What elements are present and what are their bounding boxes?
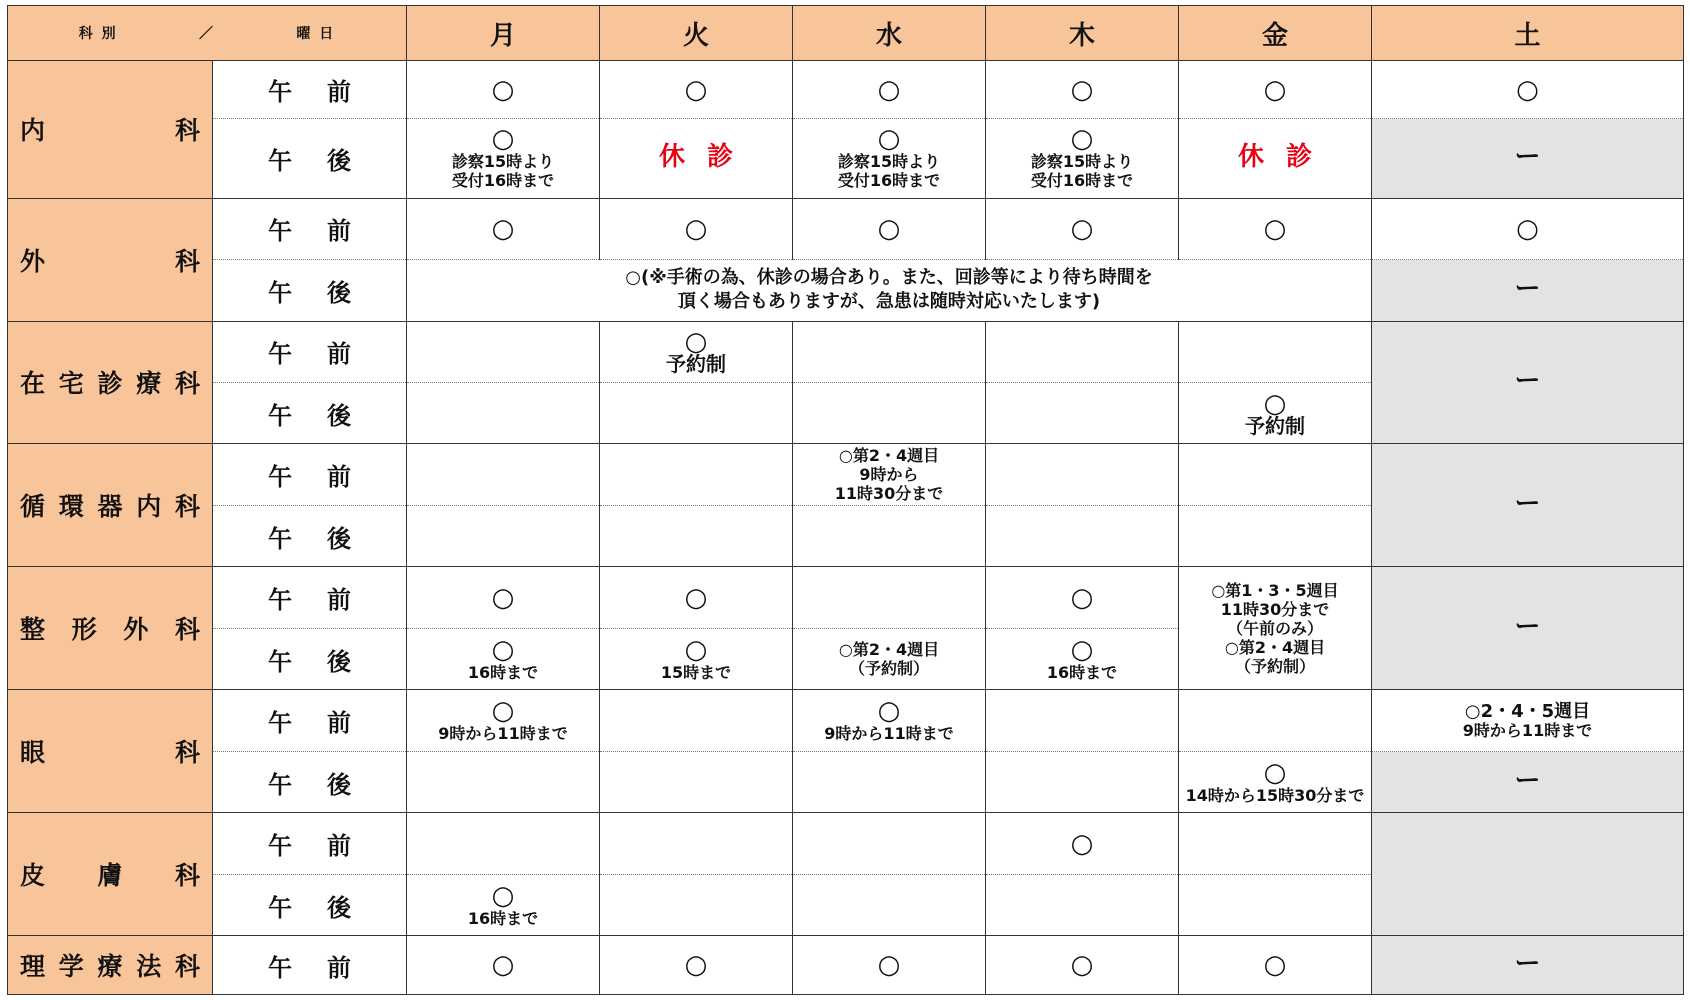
open-mark: ○ — [1070, 124, 1094, 155]
period-pm: 午 後 — [213, 505, 407, 566]
cell-ganka-am-thu — [986, 690, 1179, 751]
open-mark: ○ — [491, 213, 515, 244]
cell-junkanki-pm-mon — [407, 505, 600, 566]
period-am: 午 前 — [213, 444, 407, 505]
note: 16時まで — [1046, 662, 1118, 682]
open-mark: ○ — [877, 124, 901, 155]
dash-mark: ー — [1514, 611, 1541, 642]
dept-char: 外 — [20, 246, 46, 276]
cell-junkanki-am-tue — [600, 444, 793, 505]
cell-naika-am-mon — [407, 61, 600, 118]
cell-rigaku-am-mon — [407, 936, 600, 995]
day-header-tue: 火 — [600, 6, 793, 61]
cell-junkanki-am-thu — [986, 444, 1179, 505]
open-mark: ○ — [1070, 634, 1094, 665]
cell-naika-am-wed — [793, 61, 986, 118]
cell-naika-pm-wed — [793, 118, 986, 198]
open-mark: ○ — [491, 950, 515, 981]
open-mark: ○ — [1516, 74, 1539, 105]
note: （予約制） — [848, 659, 929, 679]
cell-geka-am-tue — [600, 198, 793, 259]
cell-seikei-am-thu — [986, 567, 1179, 628]
cell-hifu-am-mon — [407, 813, 600, 874]
period-pm: 午 後 — [213, 874, 407, 935]
open-mark: ○ — [877, 74, 901, 105]
cell-seikei-pm-mon — [407, 628, 600, 689]
cell-hifu-pm-fri — [1179, 874, 1372, 935]
dept-char: 内 — [20, 116, 46, 146]
note: ○第2・4週目 — [1224, 637, 1326, 657]
period-pm: 午 後 — [213, 751, 407, 812]
open-mark: ○ — [491, 696, 515, 727]
open-mark: ○ — [1263, 757, 1287, 788]
period-am: 午 前 — [213, 690, 407, 751]
schedule-table — [7, 5, 1684, 995]
corner-slash: ／ — [198, 26, 215, 43]
cell-naika-am-thu — [986, 61, 1179, 118]
cell-ganka-am-fri — [1179, 690, 1372, 751]
open-mark: ○ — [491, 880, 515, 911]
closed-label: 休診 — [1237, 141, 1334, 172]
open-mark: ○ — [1070, 950, 1094, 981]
geka-pm-row — [8, 260, 1684, 321]
ganka-pm-row — [8, 751, 1684, 812]
cell-rigaku-am-thu — [986, 936, 1179, 995]
cell-zaitaku-am-fri — [1179, 321, 1372, 382]
day-header-thu: 木 — [986, 6, 1179, 61]
rigaku-am-row — [8, 936, 1684, 995]
zaitaku-am-row — [8, 321, 1684, 382]
cell-junkanki-pm-wed — [793, 505, 986, 566]
note: 診察15時より — [837, 152, 941, 172]
note: 16時まで — [467, 662, 539, 682]
dept-junkanki: 循 環 器 内 科 — [8, 444, 213, 567]
cell-seikei-am-mon — [407, 567, 600, 628]
ganka-am-row — [8, 690, 1684, 751]
cell-hifu-pm-mon — [407, 874, 600, 935]
cell-junkanki-pm-tue — [600, 505, 793, 566]
open-mark: ○ — [491, 124, 515, 155]
note: （午前のみ） — [1226, 618, 1323, 638]
cell-hifu-am-tue — [600, 813, 793, 874]
open-mark: ○ — [1263, 388, 1287, 419]
cell-naika-pm-fri — [1179, 118, 1372, 198]
dept-geka — [8, 198, 213, 321]
open-mark: ○ — [684, 213, 708, 244]
closed-label: 休診 — [658, 141, 755, 172]
day-header-sat: 土 — [1372, 6, 1684, 61]
dept-char: 科 — [174, 116, 200, 146]
cell-ganka-pm-fri — [1179, 751, 1372, 812]
dash-mark: ー — [1514, 948, 1541, 979]
dash-mark: ー — [1514, 141, 1541, 172]
cell-ganka-am-mon — [407, 690, 600, 751]
geka-am-row — [8, 198, 1684, 259]
cell-ganka-pm-sat — [1372, 751, 1684, 812]
cell-rigaku-am-tue — [600, 936, 793, 995]
cell-naika-am-sat — [1372, 61, 1684, 118]
note: 9時から11時まで — [1462, 720, 1593, 740]
cell-ganka-am-wed — [793, 690, 986, 751]
hifu-am-row — [8, 813, 1684, 874]
period-pm: 午 後 — [213, 118, 407, 198]
open-mark: ○ — [1263, 950, 1287, 981]
cell-junkanki-am-mon — [407, 444, 600, 505]
dash-mark: ー — [1514, 365, 1541, 396]
seikei-am-row — [8, 567, 1684, 628]
cell-geka-am-mon — [407, 198, 600, 259]
cell-geka-am-fri — [1179, 198, 1372, 259]
cell-rigaku-am-fri — [1179, 936, 1372, 995]
note: 受付16時まで — [837, 171, 941, 191]
note: 診察15時より — [451, 152, 555, 172]
period-pm: 午 後 — [213, 382, 407, 443]
dash-mark: ー — [1514, 273, 1541, 304]
note: 9時から11時まで — [824, 724, 954, 744]
note: 16時まで — [467, 908, 539, 928]
open-mark: ○ — [1263, 74, 1287, 105]
note: 受付16時まで — [451, 171, 555, 191]
day-header-fri: 金 — [1179, 6, 1372, 61]
cell-naika-pm-tue — [600, 118, 793, 198]
note: ○第2・4週目 — [838, 446, 940, 466]
cell-hifu-sat — [1372, 813, 1684, 936]
open-mark: ○ — [684, 327, 708, 358]
cell-rigaku-am-wed — [793, 936, 986, 995]
dept-hifu: 皮 膚 科 — [8, 813, 213, 936]
open-mark: ○ — [491, 634, 515, 665]
cell-hifu-am-fri — [1179, 813, 1372, 874]
period-am: 午 前 — [213, 936, 407, 995]
cell-geka-am-sat — [1372, 198, 1684, 259]
note: 9時から — [859, 465, 919, 485]
cell-seikei-am-wed — [793, 567, 986, 628]
note: 頂く場合もありますが、急患は随時対応いたします) — [677, 291, 1101, 313]
period-am: 午 前 — [213, 567, 407, 628]
cell-seikei-am-tue — [600, 567, 793, 628]
open-mark: ○ — [877, 950, 901, 981]
open-mark: ○ — [1070, 582, 1094, 613]
open-mark: ○ — [684, 950, 708, 981]
cell-zaitaku-pm-wed — [793, 382, 986, 443]
dash-mark: ー — [1514, 765, 1541, 796]
cell-ganka-am-sat — [1372, 690, 1684, 751]
open-mark: ○ — [491, 74, 515, 105]
cell-junkanki-am-wed — [793, 444, 986, 505]
corner-dept-label: 科 別 — [78, 26, 118, 43]
cell-naika-pm-mon — [407, 118, 600, 198]
cell-zaitaku-pm-tue — [600, 382, 793, 443]
period-am: 午 前 — [213, 813, 407, 874]
cell-zaitaku-pm-thu — [986, 382, 1179, 443]
note: ○第2・4週目 — [838, 640, 940, 660]
cell-zaitaku-am-tue — [600, 321, 793, 382]
cell-hifu-am-thu — [986, 813, 1179, 874]
dept-char: 科 — [174, 246, 200, 276]
period-am: 午 前 — [213, 61, 407, 118]
open-mark: ○ — [684, 74, 708, 105]
cell-hifu-pm-wed — [793, 874, 986, 935]
cell-hifu-am-wed — [793, 813, 986, 874]
note: 15時まで — [660, 662, 732, 682]
cell-hifu-pm-tue — [600, 874, 793, 935]
cell-zaitaku-sat — [1372, 321, 1684, 444]
cell-geka-am-wed — [793, 198, 986, 259]
cell-ganka-am-tue — [600, 690, 793, 751]
period-am: 午 前 — [213, 321, 407, 382]
open-mark: ○ — [1070, 828, 1094, 859]
note: ○第1・3・5週目 — [1211, 580, 1339, 600]
dept-rigaku: 理 学 療 法 科 — [8, 936, 213, 995]
open-mark: ○ — [1263, 213, 1287, 244]
open-mark: ○ — [1070, 74, 1094, 105]
cell-ganka-pm-tue — [600, 751, 793, 812]
note: 予約制 — [1245, 413, 1305, 438]
corner-day-label: 曜 日 — [296, 26, 336, 43]
cell-ganka-pm-mon — [407, 751, 600, 812]
note: （予約制） — [1234, 656, 1315, 676]
dept-naika — [8, 61, 213, 198]
cell-zaitaku-pm-fri — [1179, 382, 1372, 443]
cell-seikei-pm-thu — [986, 628, 1179, 689]
note: 予約制 — [666, 352, 726, 377]
cell-junkanki-am-fri — [1179, 444, 1372, 505]
open-mark: ○ — [1516, 213, 1539, 244]
cell-zaitaku-am-mon — [407, 321, 600, 382]
open-mark: ○ — [877, 696, 901, 727]
open-mark: ○ — [684, 634, 708, 665]
cell-seikei-fri — [1179, 567, 1372, 690]
cell-rigaku-am-sat — [1372, 936, 1684, 995]
note: 9時から11時まで — [438, 724, 568, 744]
cell-hifu-pm-thu — [986, 874, 1179, 935]
note: 11時30分まで — [1220, 599, 1330, 619]
open-mark: ○ — [877, 213, 901, 244]
cell-junkanki-pm-fri — [1179, 505, 1372, 566]
corner-header — [8, 6, 407, 61]
note: ○2・4・5週目 — [1464, 700, 1591, 722]
cell-zaitaku-pm-mon — [407, 382, 600, 443]
cell-geka-am-thu — [986, 198, 1179, 259]
dept-zaitaku: 在 宅 診 療 科 — [8, 321, 213, 444]
note: 14時から15時30分まで — [1185, 785, 1365, 805]
open-mark: ○ — [491, 582, 515, 613]
junkanki-am-row — [8, 444, 1684, 505]
cell-naika-am-fri — [1179, 61, 1372, 118]
cell-seikei-sat — [1372, 567, 1684, 690]
header-row — [8, 6, 1684, 61]
cell-geka-pm-weekdays — [407, 260, 1372, 321]
cell-junkanki-sat — [1372, 444, 1684, 567]
period-pm: 午 後 — [213, 260, 407, 321]
dept-seikei: 整 形 外 科 — [8, 567, 213, 690]
note: 受付16時まで — [1030, 171, 1134, 191]
cell-zaitaku-am-wed — [793, 321, 986, 382]
dash-mark: ー — [1514, 488, 1541, 519]
cell-zaitaku-am-thu — [986, 321, 1179, 382]
note: 11時30分まで — [834, 484, 944, 504]
note: ○(※手術の為、休診の場合あり。また、回診等により待ち時間を — [625, 267, 1153, 289]
period-am: 午 前 — [213, 198, 407, 259]
naika-pm-row — [8, 118, 1684, 198]
cell-seikei-pm-tue — [600, 628, 793, 689]
period-pm: 午 後 — [213, 628, 407, 689]
cell-ganka-pm-wed — [793, 751, 986, 812]
day-header-mon: 月 — [407, 6, 600, 61]
cell-junkanki-pm-thu — [986, 505, 1179, 566]
cell-naika-pm-thu — [986, 118, 1179, 198]
dept-ganka: 眼 科 — [8, 690, 213, 813]
cell-naika-am-tue — [600, 61, 793, 118]
open-mark: ○ — [684, 582, 708, 613]
cell-seikei-pm-wed — [793, 628, 986, 689]
note: 診察15時より — [1030, 152, 1134, 172]
cell-ganka-pm-thu — [986, 751, 1179, 812]
day-header-wed: 水 — [793, 6, 986, 61]
cell-naika-pm-sat — [1372, 118, 1684, 198]
cell-geka-pm-sat — [1372, 260, 1684, 321]
naika-am-row — [8, 61, 1684, 118]
open-mark: ○ — [1070, 213, 1094, 244]
